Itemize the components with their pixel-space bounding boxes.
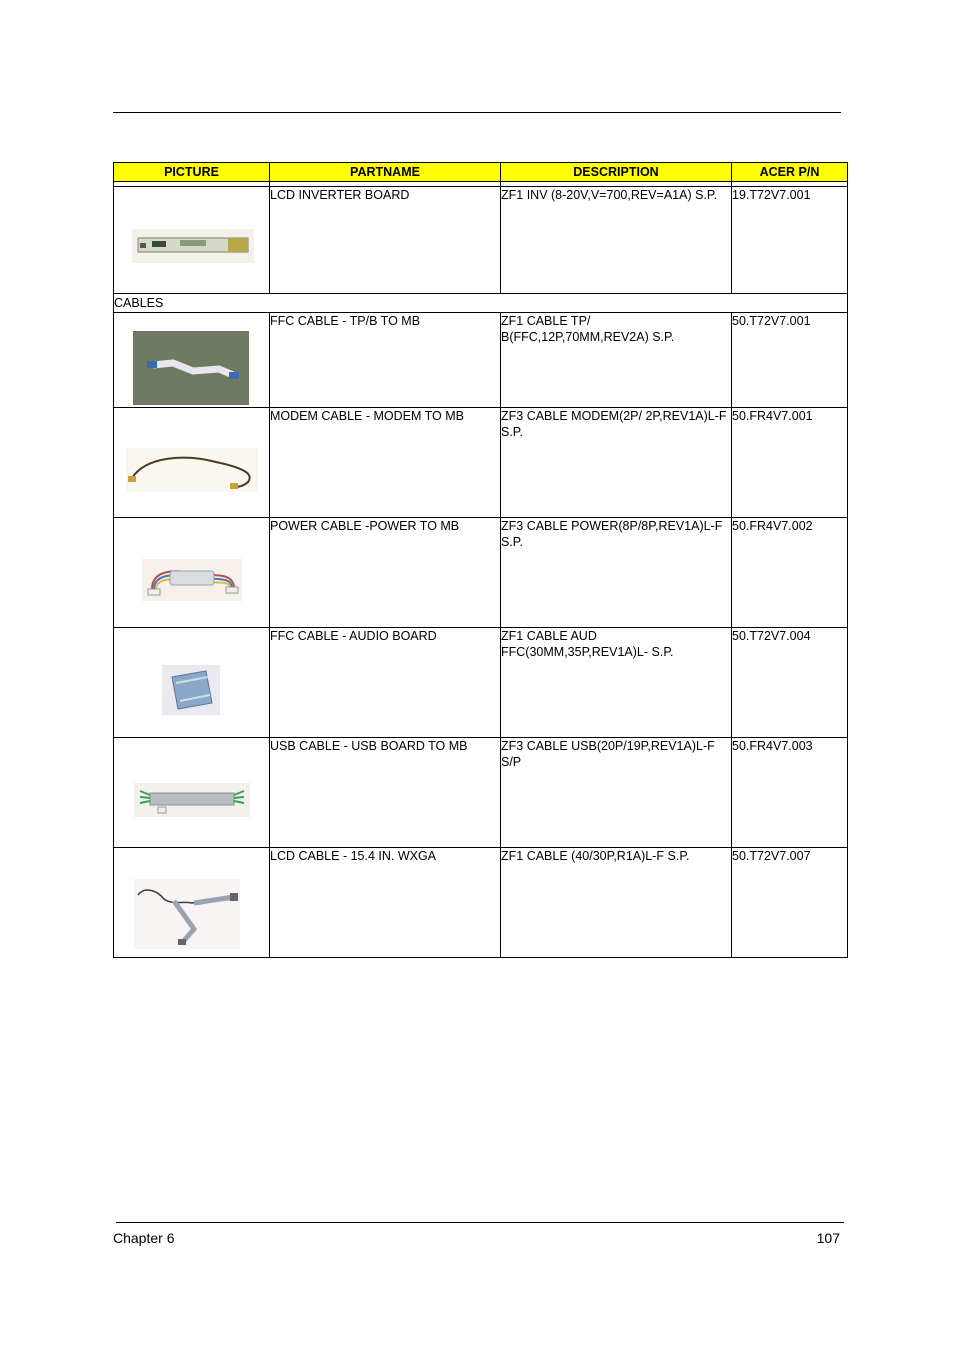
picture-cell bbox=[114, 848, 270, 958]
picture-cell bbox=[114, 313, 270, 408]
partname-cell: USB CABLE - USB BOARD TO MB bbox=[270, 738, 501, 848]
table-row bbox=[114, 848, 848, 958]
footer-chapter: Chapter 6 bbox=[113, 1230, 175, 1246]
partname-cell: LCD CABLE - 15.4 IN. WXGA bbox=[270, 848, 501, 958]
header-acer-pn: ACER P/N bbox=[732, 163, 848, 182]
inverter-board-photo bbox=[132, 229, 254, 263]
description-cell: ZF1 INV (8-20V,V=700,REV=A1A) S.P. bbox=[501, 187, 732, 294]
description-cell: ZF3 CABLE USB(20P/19P,REV1A)L-F S/P bbox=[501, 738, 732, 848]
top-rule bbox=[113, 112, 841, 113]
parts-table bbox=[113, 162, 848, 958]
pn-cell: 50.FR4V7.003 bbox=[732, 738, 848, 848]
pn-cell: 50.T72V7.001 bbox=[732, 313, 848, 408]
picture-cell bbox=[114, 408, 270, 518]
pn-cell: 19.T72V7.001 bbox=[732, 187, 848, 294]
picture-cell bbox=[114, 738, 270, 848]
picture-cell bbox=[114, 628, 270, 738]
picture-cell bbox=[114, 187, 270, 294]
description-cell: ZF1 CABLE TP/ B(FFC,12P,70MM,REV2A) S.P. bbox=[501, 313, 732, 408]
partname-cell: FFC CABLE - TP/B TO MB bbox=[270, 313, 501, 408]
description-cell: ZF1 CABLE AUD FFC(30MM,35P,REV1A)L- S.P. bbox=[501, 628, 732, 738]
pn-cell: 50.T72V7.004 bbox=[732, 628, 848, 738]
table-header-row bbox=[114, 163, 848, 182]
footer-page-number: 107 bbox=[816, 1230, 840, 1246]
section-label: CABLES bbox=[114, 294, 848, 313]
power-cable-photo bbox=[142, 559, 242, 601]
picture-cell bbox=[114, 518, 270, 628]
table-row bbox=[114, 408, 848, 518]
pn-cell: 50.FR4V7.001 bbox=[732, 408, 848, 518]
description-cell: ZF1 CABLE (40/30P,R1A)L-F S.P. bbox=[501, 848, 732, 958]
usb-cable-photo bbox=[134, 783, 250, 817]
description-cell: ZF3 CABLE MODEM(2P/ 2P,REV1A)L-F S.P. bbox=[501, 408, 732, 518]
modem-cable-photo bbox=[126, 448, 258, 492]
header-description: DESCRIPTION bbox=[501, 163, 732, 182]
table-row bbox=[114, 628, 848, 738]
table-row bbox=[114, 187, 848, 294]
header-partname: PARTNAME bbox=[270, 163, 501, 182]
header-picture: PICTURE bbox=[114, 163, 270, 182]
ffc-cable-photo bbox=[133, 331, 249, 405]
table-row bbox=[114, 518, 848, 628]
partname-cell: POWER CABLE -POWER TO MB bbox=[270, 518, 501, 628]
partname-cell: LCD INVERTER BOARD bbox=[270, 187, 501, 294]
table-row bbox=[114, 738, 848, 848]
bottom-rule bbox=[116, 1222, 844, 1223]
partname-cell: FFC CABLE - AUDIO BOARD bbox=[270, 628, 501, 738]
lcd-cable-photo bbox=[134, 879, 240, 949]
pn-cell: 50.T72V7.007 bbox=[732, 848, 848, 958]
section-row bbox=[114, 294, 848, 313]
description-cell: ZF3 CABLE POWER(8P/8P,REV1A)L-F S.P. bbox=[501, 518, 732, 628]
partname-cell: MODEM CABLE - MODEM TO MB bbox=[270, 408, 501, 518]
table-row bbox=[114, 313, 848, 408]
audio-ffc-photo bbox=[162, 665, 220, 715]
pn-cell: 50.FR4V7.002 bbox=[732, 518, 848, 628]
